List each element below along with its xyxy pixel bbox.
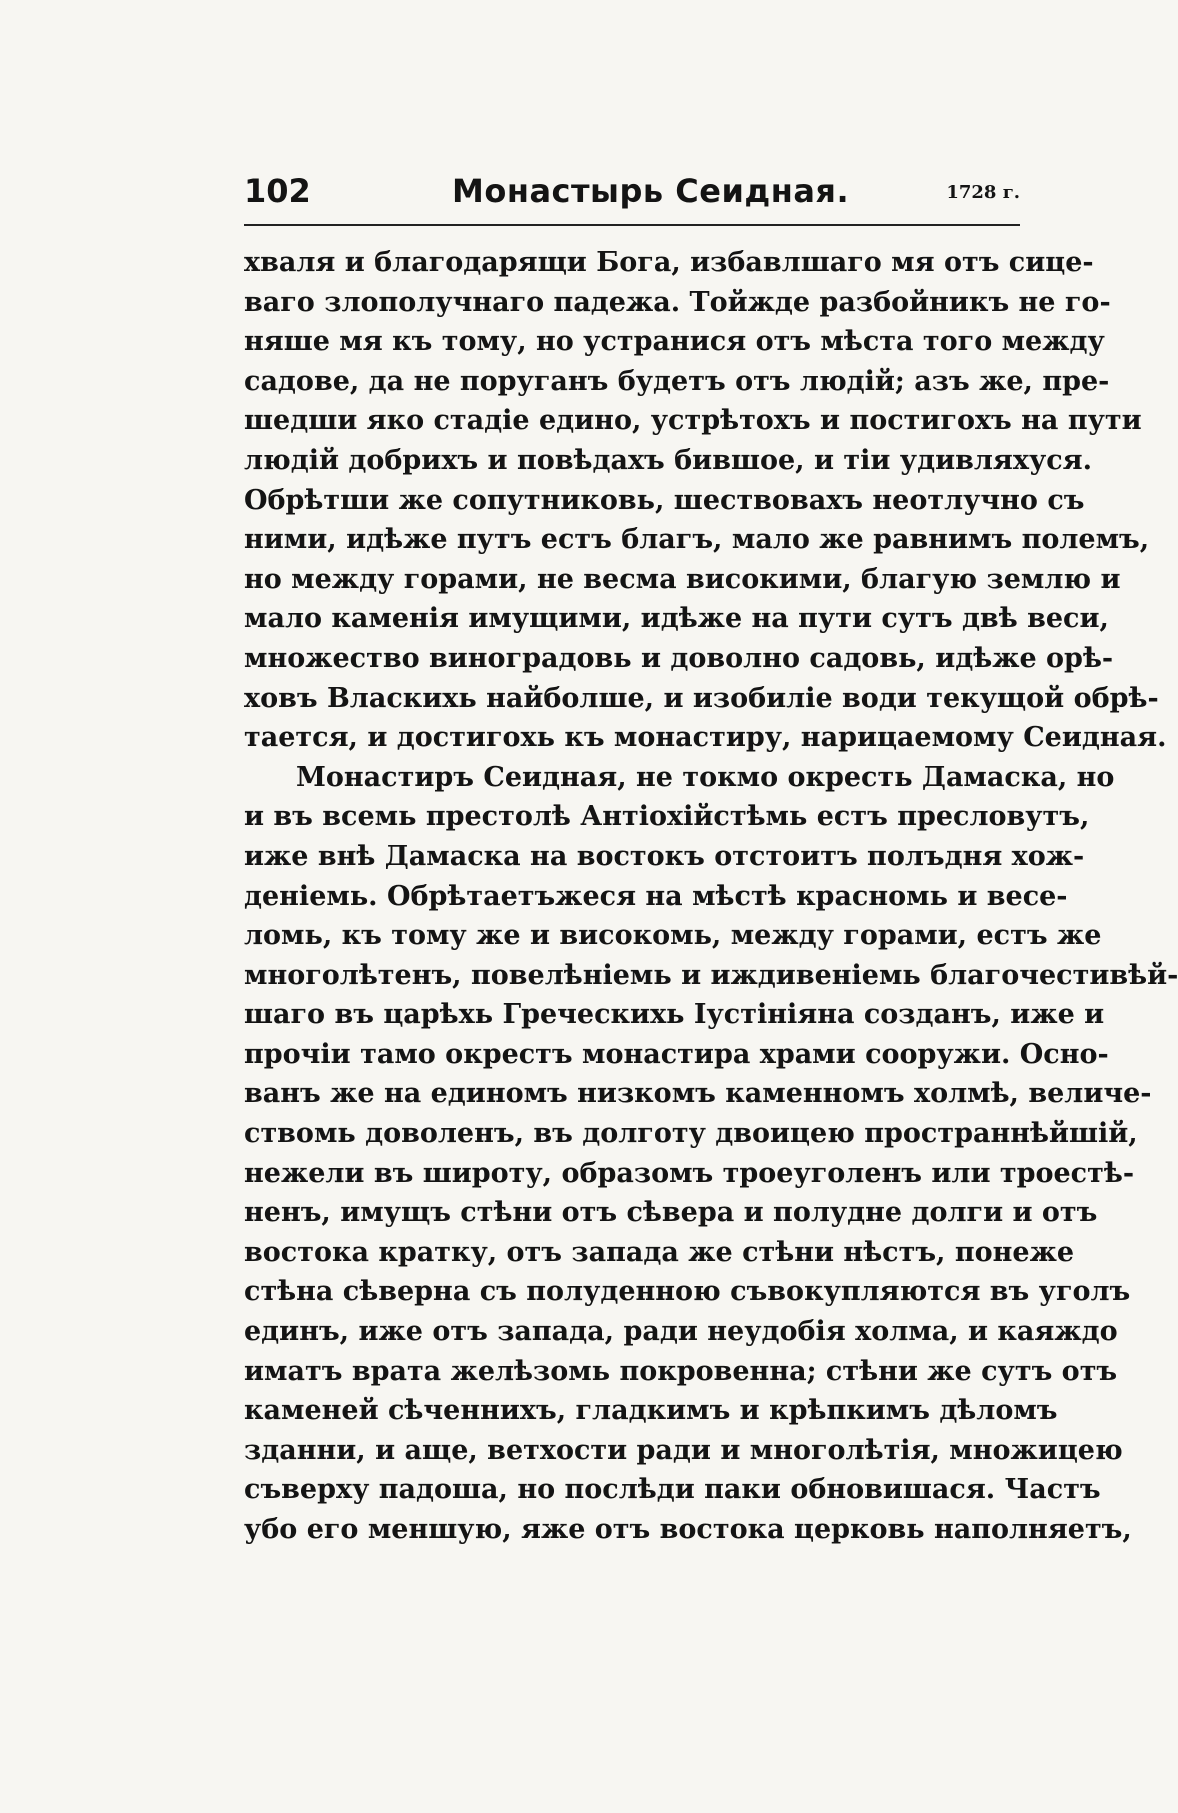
text-line: и въ всемь престолѣ Антіохійстѣмь естъ пресловутъ, <box>244 801 1090 833</box>
text-line: многолѣтенъ, повелѣніемь и иждивеніемь благочестивѣй- <box>244 959 1178 991</box>
text-line: Монастиръ Сеидная, не токмо окресть Дамаска, но <box>296 761 1115 793</box>
text-line: стѣна сѣверна съ полуденною съвокупляются въ уголъ <box>244 1276 1131 1308</box>
text-line: каменей сѣченнихъ, гладкимъ и крѣпкимъ дѣломъ <box>244 1395 1058 1427</box>
text-line: убо его меншую, яже отъ востока церковь наполняетъ, <box>244 1514 1132 1545</box>
body-text <box>244 243 1178 1550</box>
text-line: шедши яко стадіе едино, устрѣтохъ и постигохъ на пути <box>244 405 1142 437</box>
page-number: 102 <box>244 172 311 210</box>
page-header <box>244 172 1020 220</box>
text-line: садове, да не поруганъ будетъ отъ людій; азъ же, пре- <box>244 365 1110 397</box>
running-title: Монастырь Сеидная. <box>452 172 850 210</box>
text-line: ствомь доволенъ, въ долготу двоицею пространнѣйшій, <box>244 1118 1138 1150</box>
text-line: единъ, иже отъ запада, ради неудобія холма, и каяждо <box>244 1316 1118 1348</box>
text-line: иже внѣ Дамаска на востокъ отстоитъ полъдня хож- <box>244 840 1085 872</box>
text-line: шаго въ царѣхь Греческихь Іустініяна созданъ, иже и <box>244 999 1105 1031</box>
text-line: съверху падоша, но послѣди паки обновишася. Частъ <box>244 1474 1101 1506</box>
text-line: няше мя къ тому, но устранися отъ мѣста того между <box>244 326 1105 358</box>
paragraph-1 <box>244 243 1167 758</box>
text-line: но между горами, не весма високими, благую землю и <box>244 563 1121 595</box>
text-line: людій добрихъ и повѣдахъ бившое, и тіи удивляхуся. <box>244 444 1093 476</box>
paragraph-2 <box>244 758 1178 1550</box>
text-line: нежели въ широту, образомъ троеуголенъ или троестѣ- <box>244 1157 1135 1189</box>
text-line: деніемь. Обрѣтаетъжеся на мѣстѣ красномь и весе- <box>244 880 1068 912</box>
text-line: тается, и достигохь къ монастиру, нарицаемому Сеидная. <box>244 722 1167 754</box>
text-line: ломь, къ тому же и високомь, между горами, естъ же <box>244 920 1102 952</box>
text-line: ваго злополучнаго падежа. Тойжде разбойникъ не го- <box>244 286 1111 318</box>
text-line: Обрѣтши же сопутниковь, шествовахъ неотлучно съ <box>244 484 1085 516</box>
header-rule <box>244 224 1020 226</box>
text-line: ними, идѣже путъ естъ благъ, мало же равнимъ полемъ, <box>244 524 1150 556</box>
text-line: мало каменія имущими, идѣже на пути сутъ двѣ веси, <box>244 603 1109 635</box>
text-line: иматъ врата желѣзомь покровенна; стѣни же сутъ отъ <box>244 1355 1118 1387</box>
text-line: прочіи тамо окрестъ монастира храми сооружи. Осно- <box>244 1038 1109 1070</box>
text-line: ванъ же на единомъ низкомъ каменномъ холмѣ, величе- <box>244 1078 1152 1110</box>
text-line: зданни, и аще, ветхости ради и многолѣтія, множицею <box>244 1434 1123 1466</box>
header-year: 1728 г. <box>946 182 1020 203</box>
text-line: ховъ Власкихь найболше, и изобиліе води текущой обрѣ- <box>244 682 1159 714</box>
text-line: хваля и благодарящи Бога, избавлшаго мя отъ сице- <box>244 247 1094 278</box>
text-line: множество виноградовь и доволно садовь, идѣже орѣ- <box>244 642 1114 674</box>
text-line: ненъ, имущъ стѣни отъ сѣвера и полудне долги и отъ <box>244 1197 1098 1229</box>
text-line: востока кратку, отъ запада же стѣни нѣстъ, понеже <box>244 1236 1075 1268</box>
